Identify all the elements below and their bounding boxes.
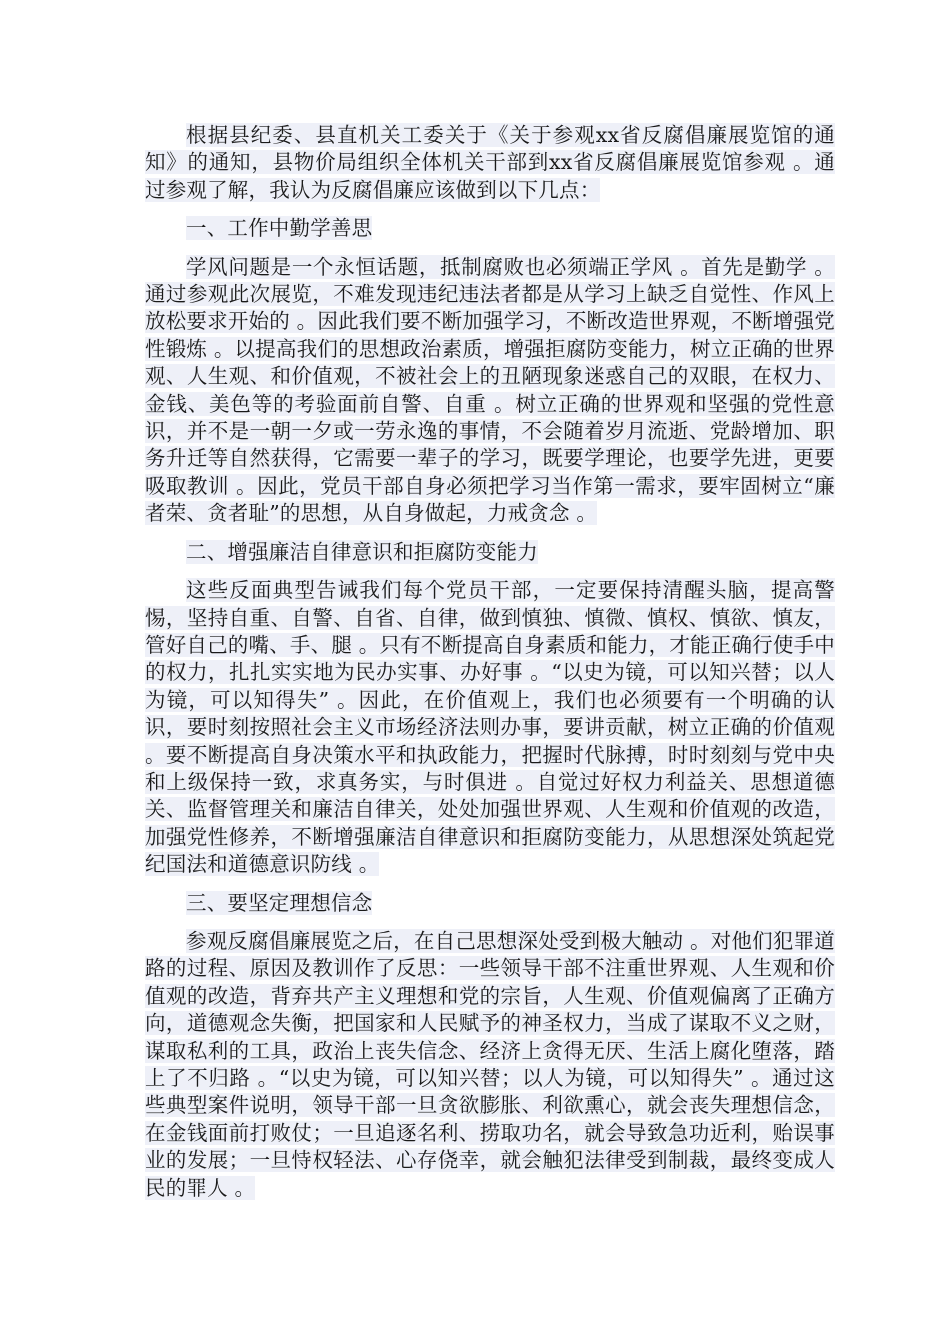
- document-page: [145, 122, 835, 1213]
- section-2-body: 这些反面典型告诫我们每个党员干部，一定要保持清醒头脑，提高警惕，坚持自重、自警、自省、自律，做到慎独、慎微、慎权、慎欲、慎友，管好自己的嘴、手、腿 。只有不断提高自身素质和能力，才能正确行使手中的权力，扎扎实实地为民办实事、办好事 。“以史为镜，可以知兴替；以人为镜，可以知得失” 。因此，在价值观上，我们也必须要有一个明确的认识，要时刻按照社会主义市场经济法则办事，要讲贡献，树立正确的价值观 。要不断提高自身决策水平和执政能力，把握时代脉搏，时时刻刻与党中央和上级保持一致，求真务实，与时俱进 。自觉过好权力利益关、思想道德关、监督管理关和廉洁自律关，处处加强世界观、人生观和价值观的改造，加强党性修养，不断增强廉洁自律意识和拒腐防变能力，从思想深处筑起党纪国法和道德意识防线 。: [145, 578, 835, 877]
- section-3-heading: 三、要坚定理想信念: [186, 890, 373, 915]
- intro-paragraph: [145, 122, 835, 204]
- section-1-heading: 一、工作中勤学善思: [186, 216, 373, 241]
- section-2-heading: 二、增强廉洁自律意识和拒腐防变能力: [186, 539, 538, 564]
- section-3-body: 参观反腐倡廉展览之后，在自己思想深处受到极大触动 。对他们犯罪道路的过程、原因及教训作了反思：一些领导干部不注重世界观、人生观和价值观的改造，背弃共产主义理想和党的宗旨，人生观、价值观偏离了正确方向，道德观念失衡，把国家和人民赋予的神圣权力，当成了谋取不义之财，谋取私利的工具，政治上丧失信念、经济上贪得无厌、生活上腐化堕落，踏上了不归路 。“以史为镜，可以知兴替；以人为镜，可以知得失” 。通过这些典型案件说明，领导干部一旦贪欲膨胀、利欲熏心，就会丧失理想信念，在金钱面前打败仗；一旦追逐名利、捞取功名，就会导致急功近利，贻误事业的发展；一旦恃权轻法、心存侥幸，就会触犯法律受到制裁，最终变成人民的罪人 。: [145, 928, 835, 1200]
- intro-text: 根据县纪委、县直机关工委关于《关于参观xx省反腐倡廉展览馆的通知》的通知，县物价局组织全体机关干部到xx省反腐倡廉展览馆参观 。通过参观了解，我认为反腐倡廉应该做到以下几点：: [145, 123, 835, 202]
- section-1-body: 学风问题是一个永恒话题，抵制腐败也必须端正学风 。首先是勤学 。通过参观此次展览，不难发现违纪违法者都是从学习上缺乏自觉性、作风上放松要求开始的 。因此我们要不断加强学习，不断改造世界观，不断增强党性锻炼 。以提高我们的思想政治素质，增强拒腐防变能力，树立正确的世界观、人生观、和价值观，不被社会上的丑陋现象迷惑自己的双眼，在权力、金钱、美色等的考验面前自警、自重 。树立正确的世界观和坚强的党性意识，并不是一朝一夕或一劳永逸的事情，不会随着岁月流逝、党龄增加、职务升迁等自然获得，它需要一辈子的学习，既要学理论，也要学先进，更要吸取教训 。因此，党员干部自身必须把学习当作第一需求，要牢固树立“廉者荣、贪者耻”的思想，从自身做起，力戒贪念 。: [145, 254, 835, 526]
